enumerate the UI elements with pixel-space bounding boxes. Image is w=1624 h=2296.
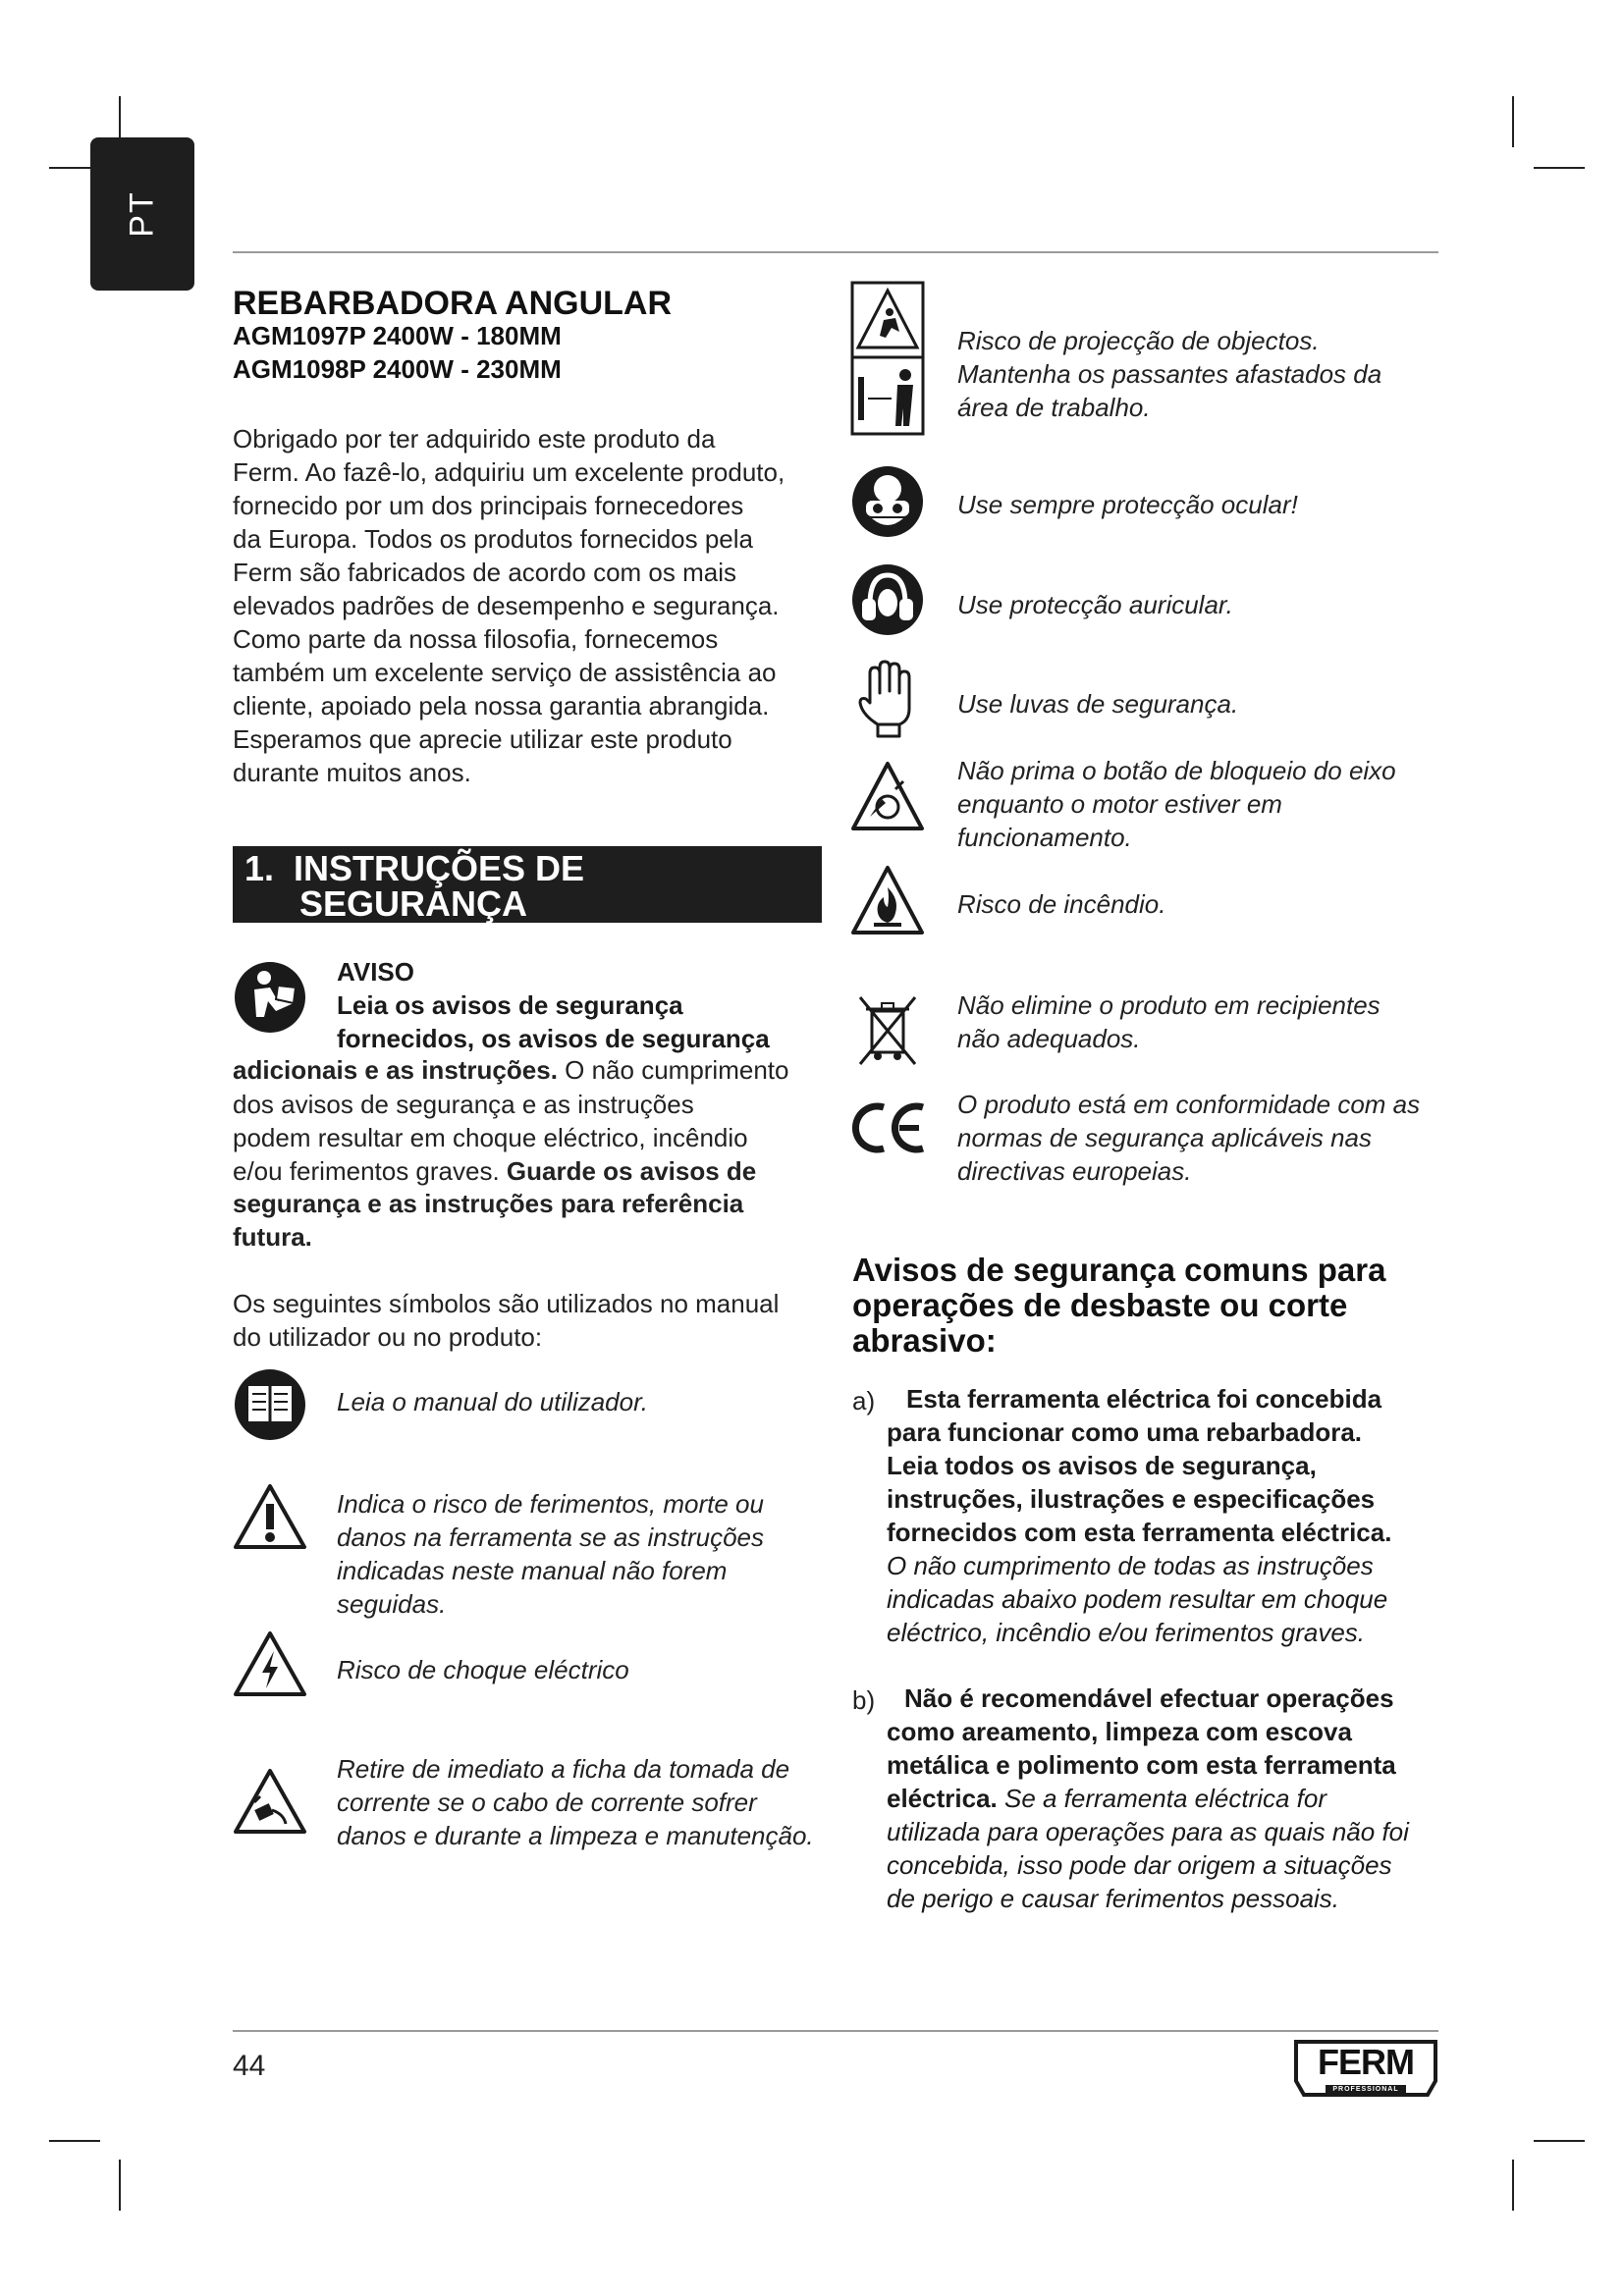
read-manual-icon xyxy=(233,1366,307,1443)
item-italic-line: eléctrico, incêndio e/ou ferimentos graves. xyxy=(887,1618,1366,1647)
general-warning-icon xyxy=(233,1482,307,1551)
ferm-logo xyxy=(1292,2038,1439,2099)
symbol-text-line: O produto está em conformidade com as xyxy=(957,1090,1421,1119)
symbol-text-line: directivas europeias. xyxy=(957,1156,1192,1186)
warning-line: Leia os avisos de segurança xyxy=(337,990,683,1020)
list-label: b) xyxy=(852,1685,876,1715)
symbol-text-line: Risco de choque eléctrico xyxy=(337,1655,629,1684)
list-item-b xyxy=(887,1682,1409,1915)
symbol-text-line: Risco de projecção de objectos. xyxy=(957,326,1320,355)
intro-paragraph xyxy=(233,422,785,789)
symbol-text-bin xyxy=(957,988,1380,1055)
symbol-text-line: Use protecção auricular. xyxy=(957,590,1233,619)
header-rule xyxy=(233,251,1438,253)
symbol-text-line: Retire de imediato a ficha da tomada de xyxy=(337,1754,790,1784)
symbol-text-line: normas de segurança aplicáveis nas xyxy=(957,1123,1373,1152)
item-italic-line: de perigo e causar ferimentos pessoais. xyxy=(887,1884,1340,1913)
model-line: AGM1098P 2400W - 230MM xyxy=(233,354,562,384)
item-italic-text: Se a ferramenta eléctrica for xyxy=(997,1784,1327,1813)
heading-line: abrasivo: xyxy=(852,1322,997,1359)
warning-line xyxy=(233,1053,788,1087)
intro-line: fornecido por um dos principais fornecedores xyxy=(233,491,744,520)
crop-mark xyxy=(1534,2140,1585,2142)
symbol-text-spindle xyxy=(957,754,1396,854)
crop-mark xyxy=(119,2160,121,2211)
read-manual-warning-icon xyxy=(233,958,307,1037)
symbol-text-line: Use sempre protecção ocular! xyxy=(957,490,1298,519)
warning-line: segurança e as instruções para referência xyxy=(233,1189,744,1218)
electric-shock-icon xyxy=(233,1629,307,1698)
item-italic-line: concebida, isso pode dar origem a situações xyxy=(887,1850,1392,1880)
intro-line: elevados padrões de desempenho e segurança. xyxy=(233,591,780,620)
eye-protection-icon xyxy=(850,463,925,540)
symbol-text-line: danos na ferramenta se as instruções xyxy=(337,1522,765,1552)
section-title-line1: INSTRUÇÕES DE xyxy=(294,848,585,888)
symbol-text-line: enquanto o motor estiver em xyxy=(957,789,1282,819)
safety-gloves-icon xyxy=(856,660,919,738)
section-title-line2: SEGURANÇA xyxy=(299,883,528,924)
warning-text: O não cumprimento xyxy=(557,1055,789,1085)
warning-line: futura. xyxy=(233,1222,312,1252)
symbol-text-ear xyxy=(957,588,1233,621)
intro-line: Ferm. Ao fazê-lo, adquiriu um excelente produto, xyxy=(233,457,785,487)
symbol-text-eye xyxy=(957,488,1298,521)
intro-line: Como parte da nossa filosofia, fornecemos xyxy=(233,624,719,654)
symbol-text-line: danos e durante a limpeza e manutenção. xyxy=(337,1821,814,1850)
symbol-text-shock xyxy=(337,1653,629,1686)
warning-text: e/ou ferimentos graves. xyxy=(233,1156,507,1186)
warning-line: fornecidos, os avisos de segurança xyxy=(337,1024,770,1053)
item-italic-line: O não cumprimento de todas as instruções xyxy=(887,1551,1374,1580)
page-number: 44 xyxy=(233,2050,266,2082)
section-number: 1. xyxy=(244,848,275,888)
symbol-text-line: Mantenha os passantes afastados da xyxy=(957,359,1382,389)
warning-bold-text: adicionais e as instruções. xyxy=(233,1055,558,1085)
heading-line: Avisos de segurança comuns para xyxy=(852,1252,1386,1288)
crop-mark xyxy=(49,2140,100,2142)
footer-rule xyxy=(233,2030,1438,2032)
symbol-text-plug xyxy=(337,1752,814,1852)
warning-line: dos avisos de segurança e as instruções xyxy=(233,1090,694,1119)
item-bold-line: fornecidos com esta ferramenta eléctrica. xyxy=(887,1518,1392,1547)
intro-line: da Europa. Todos os produtos fornecidos pela xyxy=(233,524,753,554)
symbol-text-line: Não prima o botão de bloqueio do eixo xyxy=(957,756,1396,785)
item-bold-line: como areamento, limpeza com escova xyxy=(887,1717,1352,1746)
spindle-lock-warning-icon xyxy=(850,760,925,832)
item-bold-text: eléctrica. xyxy=(887,1784,998,1813)
symbol-text-line: Não elimine o produto em recipientes xyxy=(957,990,1380,1020)
intro-line: também um excelente serviço de assistência ao xyxy=(233,658,777,687)
section-heading-bar xyxy=(233,846,822,923)
language-tab xyxy=(90,137,194,291)
symbol-text-line: Use luvas de segurança. xyxy=(957,689,1239,719)
logo-brand: FERM xyxy=(1318,2042,1414,2082)
item-bold-line: Leia todos os avisos de segurança, xyxy=(887,1451,1317,1480)
item-bold-line: instruções, ilustrações e especificações xyxy=(887,1484,1376,1514)
intro-line: Ferm são fabricados de acordo com os mais xyxy=(233,558,736,587)
symbol-text-projection xyxy=(957,324,1381,424)
language-tab-label: PT xyxy=(123,190,161,238)
symbol-text-line: Risco de incêndio. xyxy=(957,889,1166,919)
warning-heading: AVISO xyxy=(337,957,414,987)
symbol-text-line: funcionamento. xyxy=(957,823,1132,852)
symbol-text-line: corrente se o cabo de corrente sofrer xyxy=(337,1788,757,1817)
heading-line: operações de desbaste ou corte xyxy=(852,1287,1348,1323)
intro-line: durante muitos anos. xyxy=(233,758,471,787)
symbol-text-gloves xyxy=(957,687,1238,721)
intro-line: Esperamos que aprecie utilizar este produto xyxy=(233,724,732,754)
warning-bold-text: Guarde os avisos de xyxy=(506,1156,757,1186)
symbol-text-line: indicadas neste manual não forem xyxy=(337,1556,728,1585)
symbols-intro xyxy=(233,1287,779,1354)
item-mixed-line xyxy=(887,1782,1409,1815)
warning-line: podem resultar em choque eléctrico, incêndio xyxy=(233,1123,748,1152)
symbol-text-line: seguidas. xyxy=(337,1589,447,1619)
symbol-text-line: Indica o risco de ferimentos, morte ou xyxy=(337,1489,764,1519)
item-bold-line: Não é recomendável efectuar operações xyxy=(904,1683,1394,1713)
crop-mark xyxy=(1512,96,1514,147)
item-bold-line: metálica e polimento com esta ferramenta xyxy=(887,1750,1396,1780)
model-line: AGM1097P 2400W - 180MM xyxy=(233,321,562,350)
warning-line xyxy=(233,1154,756,1188)
symbol-text-ce xyxy=(957,1088,1420,1188)
symbols-intro-line: do utilizador ou no produto: xyxy=(233,1322,543,1352)
unplug-icon xyxy=(233,1767,307,1836)
item-italic-line: indicadas abaixo podem resultar em choque xyxy=(887,1584,1388,1614)
item-bold-line: para funcionar como uma rebarbadora. xyxy=(887,1417,1363,1447)
common-warnings-heading xyxy=(852,1253,1386,1359)
symbol-text-line: Leia o manual do utilizador. xyxy=(337,1387,649,1416)
ce-mark-icon xyxy=(850,1097,927,1158)
ear-protection-icon xyxy=(850,561,925,638)
symbols-intro-line: Os seguintes símbolos são utilizados no manual xyxy=(233,1289,780,1318)
symbol-text-manual xyxy=(337,1385,648,1418)
logo-subtitle: PROFESSIONAL xyxy=(1332,2086,1399,2093)
projection-risk-icon xyxy=(850,281,925,436)
item-italic-line: utilizada para operações para as quais não foi xyxy=(887,1817,1409,1846)
crop-mark xyxy=(1512,2160,1514,2211)
intro-line: cliente, apoiado pela nossa garantia abrangida. xyxy=(233,691,770,721)
item-bold-line: Esta ferramenta eléctrica foi concebida xyxy=(906,1384,1382,1414)
symbol-text-line: área de trabalho. xyxy=(957,393,1151,422)
fire-risk-icon xyxy=(850,864,925,936)
weee-bin-icon xyxy=(856,993,919,1068)
crop-mark xyxy=(1534,167,1585,169)
list-item-a xyxy=(887,1382,1391,1649)
page-title: REBARBADORA ANGULAR xyxy=(233,285,673,322)
list-label: a) xyxy=(852,1386,876,1415)
intro-line: Obrigado por ter adquirido este produto da xyxy=(233,424,716,454)
symbol-text-injury xyxy=(337,1487,764,1621)
symbol-text-fire xyxy=(957,887,1165,921)
symbol-text-line: não adequados. xyxy=(957,1024,1141,1053)
